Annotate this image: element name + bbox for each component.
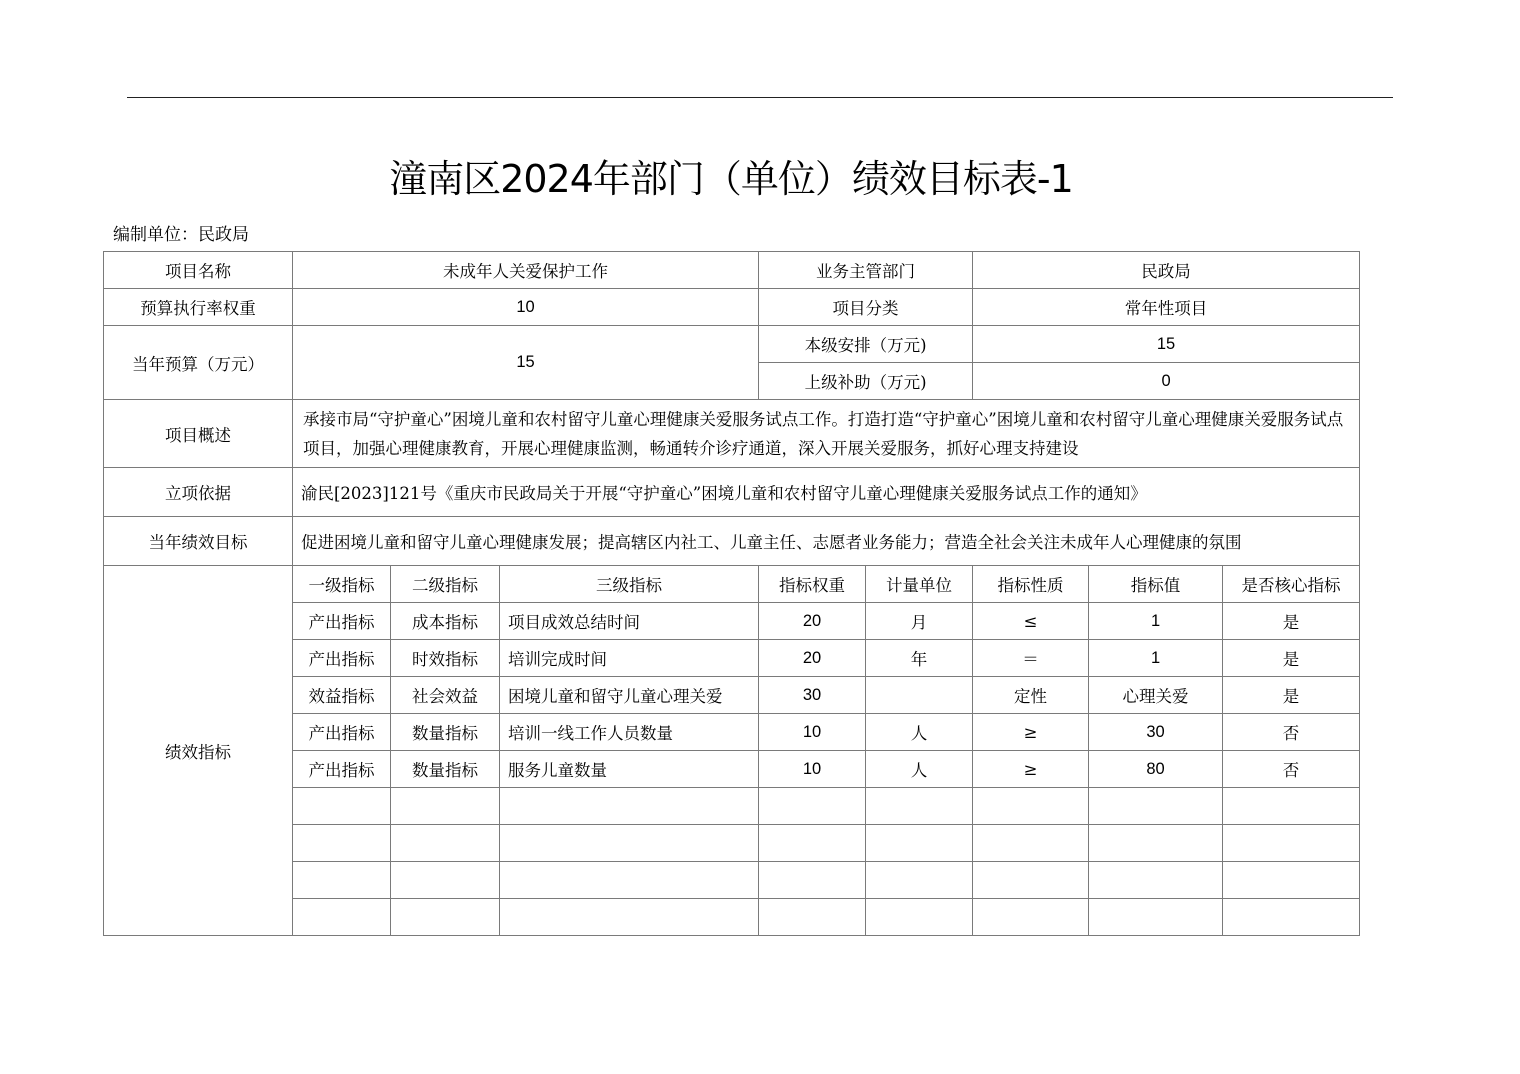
indicator-row — [104, 640, 1360, 677]
indicator-cell — [973, 825, 1089, 862]
indicator-cell — [391, 788, 500, 825]
indicator-cell: 年 — [866, 640, 973, 677]
indicator-cell: ≥ — [973, 714, 1089, 751]
indicator-cell — [973, 862, 1089, 899]
row-budget-local — [104, 326, 1360, 363]
indicator-cell — [293, 825, 391, 862]
indicator-cell: 是 — [1223, 640, 1360, 677]
indicator-cell: 数量指标 — [391, 751, 500, 788]
indicator-cell: ＝ — [973, 640, 1089, 677]
indicator-cell: 困境儿童和留守儿童心理关爱 — [500, 677, 759, 714]
project-name-value: 未成年人关爱保护工作 — [293, 252, 759, 289]
overview-label: 项目概述 — [104, 400, 293, 468]
indicator-row — [104, 603, 1360, 640]
project-name-label: 项目名称 — [104, 252, 293, 289]
indicator-cell — [759, 788, 866, 825]
indicator-row — [104, 714, 1360, 751]
indicator-cell: 服务儿童数量 — [500, 751, 759, 788]
indicator-row — [104, 677, 1360, 714]
category-label: 项目分类 — [759, 289, 973, 326]
indicator-header-cell: 指标性质 — [973, 566, 1089, 603]
local-label: 本级安排（万元) — [759, 326, 973, 363]
indicator-cell: 10 — [759, 714, 866, 751]
indicator-cell: 1 — [1089, 640, 1223, 677]
indicator-header-cell: 二级指标 — [391, 566, 500, 603]
indicator-cell — [293, 862, 391, 899]
indicator-cell: 心理关爱 — [1089, 677, 1223, 714]
row-overview — [104, 400, 1360, 468]
category-value: 常年性项目 — [973, 289, 1360, 326]
indicator-row — [104, 825, 1360, 862]
indicator-cell — [759, 825, 866, 862]
indicator-cell — [973, 788, 1089, 825]
indicator-header-cell: 计量单位 — [866, 566, 973, 603]
budget-value: 15 — [293, 326, 759, 400]
indicator-cell: 数量指标 — [391, 714, 500, 751]
indicator-header-cell: 指标权重 — [759, 566, 866, 603]
weight-value: 10 — [293, 289, 759, 326]
row-basis — [104, 468, 1360, 517]
performance-table — [103, 251, 1360, 936]
indicator-cell: ≥ — [973, 751, 1089, 788]
indicator-cell — [500, 788, 759, 825]
budget-label: 当年预算（万元） — [104, 326, 293, 400]
indicator-cell: 培训完成时间 — [500, 640, 759, 677]
indicator-row — [104, 862, 1360, 899]
indicator-cell — [293, 788, 391, 825]
indicator-row — [104, 899, 1360, 936]
page-title: 潼南区2024年部门（单位）绩效目标表-1 — [389, 157, 1073, 201]
upper-value: 0 — [973, 363, 1360, 400]
weight-label: 预算执行率权重 — [104, 289, 293, 326]
indicator-row — [104, 788, 1360, 825]
indicator-cell — [500, 899, 759, 936]
row-project-name — [104, 252, 1360, 289]
indicator-cell — [391, 825, 500, 862]
indicator-cell: 否 — [1223, 714, 1360, 751]
indicator-cell — [500, 825, 759, 862]
indicator-cell: 产出指标 — [293, 603, 391, 640]
indicator-cell — [1089, 788, 1223, 825]
indicator-cell: 培训一线工作人员数量 — [500, 714, 759, 751]
indicator-cell — [866, 677, 973, 714]
indicator-header-cell: 是否核心指标 — [1223, 566, 1360, 603]
dept-label: 业务主管部门 — [759, 252, 973, 289]
indicator-cell: 30 — [759, 677, 866, 714]
indicator-header-cell: 一级指标 — [293, 566, 391, 603]
indicator-cell: 80 — [1089, 751, 1223, 788]
indicator-header-cell: 三级指标 — [500, 566, 759, 603]
indicator-cell — [1223, 862, 1360, 899]
indicator-cell — [1223, 788, 1360, 825]
indicator-cell — [500, 862, 759, 899]
indicator-cell — [1223, 899, 1360, 936]
indicator-cell — [866, 788, 973, 825]
header-rule — [127, 97, 1393, 98]
indicator-cell: 是 — [1223, 677, 1360, 714]
indicator-cell — [391, 862, 500, 899]
indicator-cell — [1223, 825, 1360, 862]
goal-label: 当年绩效目标 — [104, 517, 293, 566]
indicator-cell — [759, 862, 866, 899]
indicator-cell — [391, 899, 500, 936]
indicator-cell: 成本指标 — [391, 603, 500, 640]
upper-label: 上级补助（万元) — [759, 363, 973, 400]
indicator-cell — [293, 899, 391, 936]
indicator-cell: ≤ — [973, 603, 1089, 640]
indicator-cell — [866, 862, 973, 899]
indicator-cell: 20 — [759, 640, 866, 677]
indicator-cell: 1 — [1089, 603, 1223, 640]
indicator-cell: 是 — [1223, 603, 1360, 640]
compiling-unit: 编制单位：民政局 — [113, 225, 249, 245]
indicator-cell — [973, 899, 1089, 936]
indicator-header-row — [104, 566, 1360, 603]
overview-text: 承接市局“守护童心”困境儿童和农村留守儿童心理健康关爱服务试点工作。打造打造“守护童心”困境儿童和农村留守儿童心理健康关爱服务试点项目，加强心理健康教育，开展心理健康监测，畅通转介诊疗通道，深入开展关爱服务，抓好心理支持建设 — [293, 400, 1360, 468]
indicator-cell: 10 — [759, 751, 866, 788]
row-weight — [104, 289, 1360, 326]
indicators-section-label: 绩效指标 — [104, 566, 293, 936]
local-value: 15 — [973, 326, 1360, 363]
indicator-cell: 产出指标 — [293, 751, 391, 788]
indicator-cell: 人 — [866, 714, 973, 751]
indicator-cell — [1089, 899, 1223, 936]
indicator-cell — [1089, 825, 1223, 862]
indicator-cell: 效益指标 — [293, 677, 391, 714]
dept-value: 民政局 — [973, 252, 1360, 289]
goal-text: 促进困境儿童和留守儿童心理健康发展；提高辖区内社工、儿童主任、志愿者业务能力；营造全社会关注未成年人心理健康的氛围 — [293, 517, 1360, 566]
indicator-cell — [866, 899, 973, 936]
indicator-cell: 定性 — [973, 677, 1089, 714]
indicator-cell: 产出指标 — [293, 640, 391, 677]
indicator-row — [104, 751, 1360, 788]
indicator-cell: 时效指标 — [391, 640, 500, 677]
indicator-cell: 否 — [1223, 751, 1360, 788]
indicator-cell: 30 — [1089, 714, 1223, 751]
indicator-cell — [759, 899, 866, 936]
basis-text: 渝民[2023]121号《重庆市民政局关于开展“守护童心”困境儿童和农村留守儿童心理健康关爱服务试点工作的通知》 — [293, 468, 1360, 517]
indicator-cell: 项目成效总结时间 — [500, 603, 759, 640]
indicator-cell: 月 — [866, 603, 973, 640]
indicator-cell: 20 — [759, 603, 866, 640]
indicator-cell: 社会效益 — [391, 677, 500, 714]
indicator-cell — [1089, 862, 1223, 899]
indicator-cell — [866, 825, 973, 862]
indicator-cell: 产出指标 — [293, 714, 391, 751]
basis-label: 立项依据 — [104, 468, 293, 517]
indicator-header-cell: 指标值 — [1089, 566, 1223, 603]
row-goal — [104, 517, 1360, 566]
indicator-cell: 人 — [866, 751, 973, 788]
